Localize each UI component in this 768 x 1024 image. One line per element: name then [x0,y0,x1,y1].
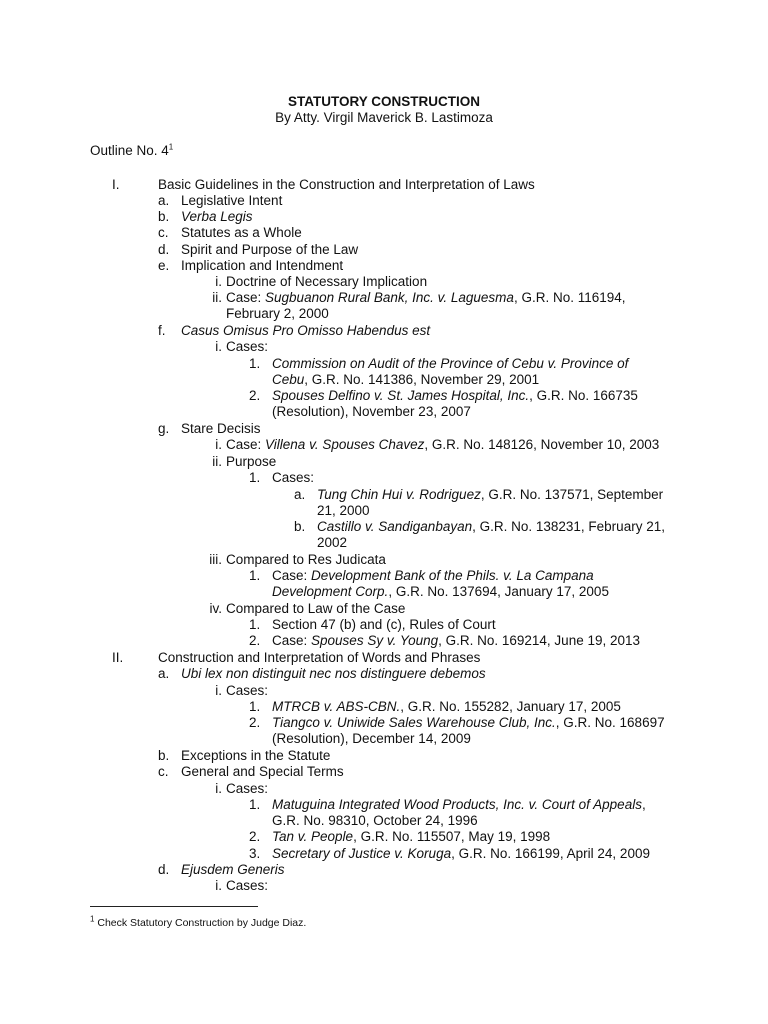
list-marker: 1. [249,797,261,812]
list-marker: 1. [249,470,261,485]
footnote: $^1$ Check Statutory Construction by Judge Diaz. [90,914,307,929]
list-item: General and Special Terms [181,764,344,779]
list-item: Cases: [272,470,315,485]
case-citation: Spouses Delfino v. St. James Hospital, Inc., G.R. No. 166735 [272,388,638,403]
list-marker: i. [215,274,222,289]
case-citation-cont: (Resolution), December 14, 2009 [272,731,471,746]
list-marker: 1. [249,699,261,714]
list-marker: a. [158,666,170,681]
list-item: Purpose [226,454,277,469]
list-marker: b. [158,209,170,224]
list-marker: 2. [249,715,261,730]
list-marker: 1. [249,617,261,632]
list-marker: iii. [209,552,222,567]
list-marker: ii. [212,454,222,469]
list-marker: 2. [249,633,261,648]
outline-number: Outline No. $4^1$ [90,142,174,158]
list-item: Verba Legis [181,209,253,224]
list-item: Section 47 (b) and (c), Rules of Court [272,617,496,632]
outline-marker: I. [112,177,120,192]
page-title: STATUTORY CONSTRUCTION [288,94,480,109]
case-citation: Secretary of Justice v. Koruga, G.R. No. 166199, April 24, 2009 [272,846,650,861]
footnote-mark: 1 [90,914,95,924]
case-citation: Matuguina Integrated Wood Products, Inc. v. Court of Appeals, [272,797,646,812]
section-heading: Basic Guidelines in the Construction and Interpretation of Laws [158,177,535,192]
list-marker: 3. [249,846,261,861]
list-item: Cases: [226,781,269,796]
case-citation: Castillo v. Sandiganbayan, G.R. No. 138231, February 21, [317,519,665,534]
case-citation-cont: 21, 2000 [317,503,370,518]
footnote-reference: 1 [168,142,174,152]
list-item: Doctrine of Necessary Implication [226,274,428,289]
list-marker: d. [158,862,170,877]
list-marker: iv. [209,601,222,616]
list-item: Compared to Res Judicata [226,552,386,567]
case-citation: Case: Development Bank of the Phils. v. La Campana [272,568,594,583]
case-citation-cont: Cebu, G.R. No. 141386, November 29, 2001 [272,372,540,387]
case-citation: Commission on Audit of the Province of Cebu v. Province of [272,356,629,371]
section-heading: Construction and Interpretation of Words and Phrases [158,650,481,665]
list-item: Stare Decisis [181,421,261,436]
list-marker: c. [158,764,169,779]
list-marker: d. [158,242,170,257]
list-item: Cases: [226,878,269,893]
case-citation-cont: February 2, 2000 [226,306,329,321]
list-marker: i. [215,339,222,354]
list-marker: c. [158,225,169,240]
case-citation-cont: G.R. No. 98310, October 24, 1996 [272,813,478,828]
case-citation: Tung Chin Hui v. Rodriguez, G.R. No. 137571, September [317,487,664,502]
list-marker: i. [215,437,222,452]
list-item: Implication and Intendment [181,258,344,273]
case-citation: Case: Sugbuanon Rural Bank, Inc. v. Laguesma, G.R. No. 116194, [226,290,626,305]
list-item: Statutes as a Whole [181,225,302,240]
author-line: By Atty. Virgil Maverick B. Lastimoza [275,110,493,125]
list-item: Ejusdem Generis [181,862,285,877]
list-item: Legislative Intent [181,193,283,208]
outline-marker: II. [112,650,124,665]
list-marker: e. [158,258,170,273]
case-citation: MTRCB v. ABS-CBN., G.R. No. 155282, January 17, 2005 [272,699,621,714]
list-marker: i. [215,878,222,893]
case-citation-cont: (Resolution), November 23, 2007 [272,404,471,419]
list-marker: a. [294,487,306,502]
list-marker: 2. [249,829,261,844]
list-item: Cases: [226,683,269,698]
list-item: Spirit and Purpose of the Law [181,242,359,257]
list-marker: g. [158,421,170,436]
list-item: Ubi lex non distinguit nec nos distinguere debemos [181,666,486,681]
list-marker: i. [215,683,222,698]
list-marker: b. [158,748,170,763]
case-citation: Case: Spouses Sy v. Young, G.R. No. 169214, June 19, 2013 [272,633,641,648]
case-citation: Tan v. People, G.R. No. 115507, May 19, 1998 [272,829,551,844]
list-marker: a. [158,193,170,208]
list-item: Cases: [226,339,269,354]
list-marker: ii. [212,290,222,305]
list-marker: 2. [249,388,261,403]
case-citation-cont: 2002 [317,535,348,550]
footnote-divider [90,906,258,907]
list-item: Compared to Law of the Case [226,601,406,616]
list-marker: 1. [249,568,261,583]
case-citation: Case: Villena v. Spouses Chavez, G.R. No. 148126, November 10, 2003 [226,437,660,452]
list-item: Casus Omisus Pro Omisso Habendus est [181,323,431,338]
case-citation-cont: Development Corp., G.R. No. 137694, January 17, 2005 [272,584,609,599]
list-item: Exceptions in the Statute [181,748,331,763]
list-marker: i. [215,781,222,796]
case-citation: Tiangco v. Uniwide Sales Warehouse Club, Inc., G.R. No. 168697 [272,715,665,730]
list-marker: 1. [249,356,261,371]
list-marker: f. [158,323,166,338]
list-marker: b. [294,519,306,534]
